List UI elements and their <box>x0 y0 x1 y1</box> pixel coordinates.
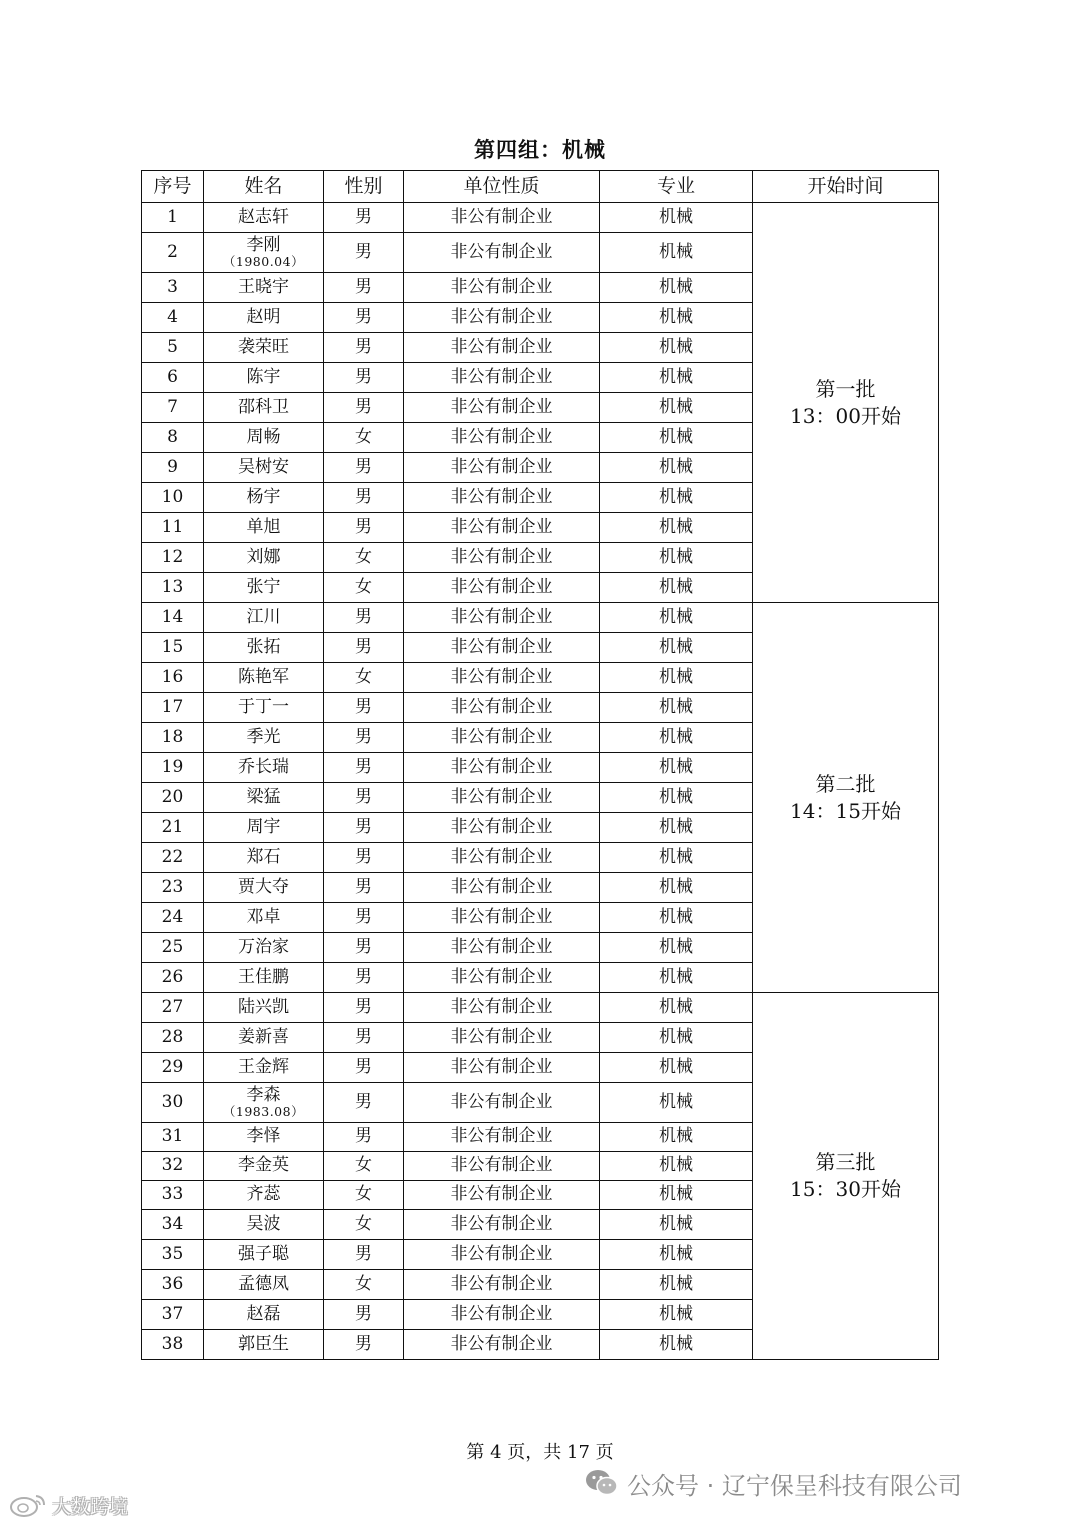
cell-major: 机械 <box>600 393 753 423</box>
cell-major: 机械 <box>600 933 753 963</box>
cell-name <box>204 393 324 423</box>
cell-name <box>204 693 324 723</box>
person-name: 陈宇 <box>246 366 281 387</box>
batch-name: 第一批 <box>815 376 876 401</box>
person-name: 张宁 <box>246 576 281 597</box>
cell-seq: 13 <box>142 573 204 603</box>
person-name: 孟德凤 <box>238 1273 289 1294</box>
person-name: 万治家 <box>238 936 289 957</box>
cell-major: 机械 <box>600 963 753 993</box>
cell-seq: 19 <box>142 753 204 783</box>
cell-major: 机械 <box>600 1300 753 1330</box>
cell-gender: 男 <box>324 1023 404 1053</box>
cell-name <box>204 1053 324 1083</box>
cell-seq: 18 <box>142 723 204 753</box>
cell-unit-type: 非公有制企业 <box>404 1083 600 1123</box>
wechat-account-text: 公众号 · 辽宁保呈科技有限公司 <box>627 1471 962 1500</box>
cell-gender: 男 <box>324 303 404 333</box>
person-name: 赵明 <box>246 306 281 327</box>
cell-gender: 男 <box>324 393 404 423</box>
cell-major: 机械 <box>600 203 753 233</box>
person-name: 单旭 <box>246 516 281 537</box>
cell-gender: 女 <box>324 1270 404 1300</box>
cell-seq: 25 <box>142 933 204 963</box>
cell-unit-type: 非公有制企业 <box>404 933 600 963</box>
cell-name <box>204 1240 324 1270</box>
cell-name <box>204 423 324 453</box>
cell-unit-type: 非公有制企业 <box>404 1210 600 1240</box>
cell-gender: 男 <box>324 813 404 843</box>
cell-unit-type: 非公有制企业 <box>404 543 600 573</box>
cell-unit-type: 非公有制企业 <box>404 1240 600 1270</box>
cell-major: 机械 <box>600 303 753 333</box>
person-name: 李森 <box>246 1084 281 1105</box>
cell-major: 机械 <box>600 753 753 783</box>
cell-unit-type: 非公有制企业 <box>404 233 600 273</box>
cell-major: 机械 <box>600 1152 753 1181</box>
cell-unit-type: 非公有制企业 <box>404 873 600 903</box>
cell-seq: 34 <box>142 1210 204 1240</box>
header-seq: 序号 <box>142 171 204 203</box>
batch-name: 第二批 <box>815 771 876 796</box>
cell-unit-type: 非公有制企业 <box>404 513 600 543</box>
cell-seq: 33 <box>142 1181 204 1210</box>
cell-gender: 男 <box>324 513 404 543</box>
cell-name <box>204 783 324 813</box>
cell-seq: 38 <box>142 1330 204 1360</box>
table-row <box>142 993 939 1023</box>
cell-unit-type: 非公有制企业 <box>404 423 600 453</box>
person-name: 吴树安 <box>238 456 289 477</box>
cell-unit-type: 非公有制企业 <box>404 393 600 423</box>
cell-seq: 31 <box>142 1123 204 1152</box>
header-gender: 性别 <box>324 171 404 203</box>
cell-major: 机械 <box>600 483 753 513</box>
cell-major: 机械 <box>600 1210 753 1240</box>
cell-gender: 男 <box>324 1083 404 1123</box>
birth-date-note: （1980.04） <box>222 254 305 270</box>
cell-major: 机械 <box>600 1123 753 1152</box>
cell-unit-type: 非公有制企业 <box>404 1123 600 1152</box>
cell-name <box>204 333 324 363</box>
cell-gender: 男 <box>324 1123 404 1152</box>
cell-gender: 男 <box>324 363 404 393</box>
cell-seq: 36 <box>142 1270 204 1300</box>
cell-seq: 24 <box>142 903 204 933</box>
cell-gender: 男 <box>324 233 404 273</box>
cell-seq: 3 <box>142 273 204 303</box>
person-name: 齐蕊 <box>246 1184 281 1205</box>
person-name: 梁猛 <box>246 786 281 807</box>
cell-major: 机械 <box>600 723 753 753</box>
cell-gender: 男 <box>324 873 404 903</box>
cell-major: 机械 <box>600 1181 753 1210</box>
cell-gender: 男 <box>324 273 404 303</box>
cell-unit-type: 非公有制企业 <box>404 453 600 483</box>
person-name: 郭臣生 <box>238 1333 289 1354</box>
cell-major: 机械 <box>600 573 753 603</box>
cell-gender: 男 <box>324 903 404 933</box>
cell-name <box>204 273 324 303</box>
cell-gender: 女 <box>324 543 404 573</box>
cell-unit-type: 非公有制企业 <box>404 1330 600 1360</box>
cell-name <box>204 1210 324 1240</box>
cell-seq: 22 <box>142 843 204 873</box>
weibo-account-text: 大数跨境 <box>52 1495 129 1518</box>
person-name: 李金英 <box>238 1155 289 1176</box>
person-name: 贾大夺 <box>238 876 289 897</box>
cell-unit-type: 非公有制企业 <box>404 633 600 663</box>
cell-seq: 12 <box>142 543 204 573</box>
cell-unit-type: 非公有制企业 <box>404 273 600 303</box>
cell-name <box>204 1330 324 1360</box>
cell-gender: 男 <box>324 723 404 753</box>
person-name: 周宇 <box>246 816 281 837</box>
cell-name <box>204 543 324 573</box>
cell-name <box>204 363 324 393</box>
cell-gender: 男 <box>324 933 404 963</box>
cell-seq: 27 <box>142 993 204 1023</box>
cell-gender: 男 <box>324 483 404 513</box>
batch-name: 第三批 <box>815 1150 876 1174</box>
cell-seq: 6 <box>142 363 204 393</box>
cell-name <box>204 483 324 513</box>
person-name: 赵志轩 <box>238 206 289 227</box>
table-row <box>142 603 939 633</box>
cell-name <box>204 573 324 603</box>
cell-unit-type: 非公有制企业 <box>404 963 600 993</box>
cell-unit-type: 非公有制企业 <box>404 1152 600 1181</box>
cell-name <box>204 663 324 693</box>
cell-gender: 男 <box>324 843 404 873</box>
cell-seq: 23 <box>142 873 204 903</box>
cell-seq: 30 <box>142 1083 204 1123</box>
cell-gender: 男 <box>324 1330 404 1360</box>
cell-seq: 8 <box>142 423 204 453</box>
cell-seq: 5 <box>142 333 204 363</box>
cell-major: 机械 <box>600 1270 753 1300</box>
cell-unit-type: 非公有制企业 <box>404 783 600 813</box>
cell-major: 机械 <box>600 843 753 873</box>
cell-unit-type: 非公有制企业 <box>404 573 600 603</box>
cell-unit-type: 非公有制企业 <box>404 993 600 1023</box>
person-name: 李怿 <box>246 1126 281 1147</box>
cell-name <box>204 963 324 993</box>
cell-unit-type: 非公有制企业 <box>404 903 600 933</box>
cell-unit-type: 非公有制企业 <box>404 333 600 363</box>
cell-major: 机械 <box>600 1240 753 1270</box>
cell-unit-type: 非公有制企业 <box>404 1181 600 1210</box>
cell-major: 机械 <box>600 1053 753 1083</box>
person-name: 江川 <box>246 606 281 627</box>
cell-gender: 男 <box>324 453 404 483</box>
person-name: 杨宇 <box>246 486 281 507</box>
cell-name <box>204 603 324 633</box>
cell-name <box>204 753 324 783</box>
cell-gender: 男 <box>324 963 404 993</box>
cell-gender: 男 <box>324 1240 404 1270</box>
cell-name <box>204 1152 324 1181</box>
page-title: 第四组：机械 <box>474 137 606 162</box>
cell-name <box>204 203 324 233</box>
cell-major: 机械 <box>600 513 753 543</box>
cell-major: 机械 <box>600 663 753 693</box>
cell-name <box>204 873 324 903</box>
cell-name <box>204 233 324 273</box>
person-name: 袭荣旺 <box>238 336 289 357</box>
person-name: 王晓宇 <box>238 276 289 297</box>
cell-seq: 4 <box>142 303 204 333</box>
person-name: 姜新喜 <box>238 1026 289 1047</box>
cell-name <box>204 1270 324 1300</box>
wechat-watermark <box>585 1466 962 1500</box>
header-major: 专业 <box>600 171 753 203</box>
cell-gender: 男 <box>324 753 404 783</box>
cell-major: 机械 <box>600 783 753 813</box>
cell-unit-type: 非公有制企业 <box>404 663 600 693</box>
cell-seq: 37 <box>142 1300 204 1330</box>
person-name: 陆兴凯 <box>238 996 289 1017</box>
person-name: 周畅 <box>246 426 281 447</box>
cell-seq: 28 <box>142 1023 204 1053</box>
cell-major: 机械 <box>600 233 753 273</box>
cell-seq: 2 <box>142 233 204 273</box>
cell-name <box>204 1083 324 1123</box>
cell-major: 机械 <box>600 873 753 903</box>
batch-cell <box>753 993 939 1360</box>
person-name: 王佳鹏 <box>238 966 289 987</box>
cell-major: 机械 <box>600 543 753 573</box>
cell-gender: 男 <box>324 333 404 363</box>
cell-name <box>204 303 324 333</box>
cell-unit-type: 非公有制企业 <box>404 723 600 753</box>
weibo-watermark <box>8 1490 128 1520</box>
cell-seq: 32 <box>142 1152 204 1181</box>
cell-major: 机械 <box>600 903 753 933</box>
cell-major: 机械 <box>600 273 753 303</box>
cell-gender: 男 <box>324 783 404 813</box>
cell-seq: 11 <box>142 513 204 543</box>
cell-name <box>204 723 324 753</box>
cell-gender: 女 <box>324 423 404 453</box>
cell-gender: 男 <box>324 1300 404 1330</box>
cell-major: 机械 <box>600 1330 753 1360</box>
cell-major: 机械 <box>600 363 753 393</box>
cell-unit-type: 非公有制企业 <box>404 843 600 873</box>
cell-gender: 女 <box>324 573 404 603</box>
page-footer: 第 4 页，共 17 页 <box>466 1442 614 1463</box>
cell-seq: 16 <box>142 663 204 693</box>
batch-cell <box>753 603 939 993</box>
weibo-icon <box>8 1492 48 1518</box>
person-name: 李刚 <box>246 234 281 255</box>
cell-unit-type: 非公有制企业 <box>404 813 600 843</box>
batch-start-time: 14：15开始 <box>790 798 901 823</box>
cell-seq: 14 <box>142 603 204 633</box>
cell-gender: 女 <box>324 663 404 693</box>
cell-unit-type: 非公有制企业 <box>404 303 600 333</box>
person-name: 乔长瑞 <box>238 756 289 777</box>
cell-gender: 女 <box>324 1152 404 1181</box>
cell-unit-type: 非公有制企业 <box>404 753 600 783</box>
header-start-time: 开始时间 <box>753 171 939 203</box>
cell-unit-type: 非公有制企业 <box>404 483 600 513</box>
cell-major: 机械 <box>600 423 753 453</box>
cell-unit-type: 非公有制企业 <box>404 203 600 233</box>
cell-name <box>204 1123 324 1152</box>
cell-unit-type: 非公有制企业 <box>404 1023 600 1053</box>
cell-seq: 21 <box>142 813 204 843</box>
cell-name <box>204 843 324 873</box>
cell-gender: 男 <box>324 1053 404 1083</box>
batch-cell <box>753 203 939 603</box>
cell-major: 机械 <box>600 1023 753 1053</box>
table-body <box>142 203 939 1360</box>
cell-seq: 17 <box>142 693 204 723</box>
cell-unit-type: 非公有制企业 <box>404 363 600 393</box>
cell-unit-type: 非公有制企业 <box>404 1300 600 1330</box>
roster-table <box>141 170 939 1360</box>
header-unit-type: 单位性质 <box>404 171 600 203</box>
cell-gender: 男 <box>324 203 404 233</box>
cell-seq: 29 <box>142 1053 204 1083</box>
person-name: 季光 <box>246 726 281 747</box>
cell-name <box>204 633 324 663</box>
cell-major: 机械 <box>600 813 753 843</box>
cell-gender: 男 <box>324 993 404 1023</box>
cell-gender: 女 <box>324 1181 404 1210</box>
cell-name <box>204 453 324 483</box>
person-name: 邓卓 <box>246 906 281 927</box>
cell-gender: 女 <box>324 1210 404 1240</box>
cell-seq: 26 <box>142 963 204 993</box>
cell-major: 机械 <box>600 693 753 723</box>
cell-seq: 1 <box>142 203 204 233</box>
header-name: 姓名 <box>204 171 324 203</box>
cell-seq: 7 <box>142 393 204 423</box>
cell-name <box>204 513 324 543</box>
cell-major: 机械 <box>600 633 753 663</box>
cell-seq: 35 <box>142 1240 204 1270</box>
table-header-row <box>142 171 939 203</box>
cell-unit-type: 非公有制企业 <box>404 693 600 723</box>
cell-name <box>204 1023 324 1053</box>
person-name: 陈艳军 <box>238 666 289 687</box>
person-name: 王金辉 <box>238 1056 289 1077</box>
wechat-icon <box>585 1468 619 1498</box>
cell-seq: 9 <box>142 453 204 483</box>
person-name: 张拓 <box>246 636 281 657</box>
batch-start-time: 15：30开始 <box>790 1177 901 1201</box>
cell-major: 机械 <box>600 453 753 483</box>
cell-name <box>204 1300 324 1330</box>
cell-unit-type: 非公有制企业 <box>404 603 600 633</box>
person-name: 邵科卫 <box>238 396 289 417</box>
cell-name <box>204 993 324 1023</box>
cell-major: 机械 <box>600 603 753 633</box>
person-name: 郑石 <box>246 846 281 867</box>
cell-name <box>204 903 324 933</box>
cell-major: 机械 <box>600 1083 753 1123</box>
cell-gender: 男 <box>324 603 404 633</box>
person-name: 赵磊 <box>246 1303 281 1324</box>
cell-gender: 男 <box>324 633 404 663</box>
cell-seq: 20 <box>142 783 204 813</box>
cell-unit-type: 非公有制企业 <box>404 1270 600 1300</box>
person-name: 吴波 <box>246 1213 281 1234</box>
birth-date-note: （1983.08） <box>222 1104 305 1120</box>
cell-name <box>204 933 324 963</box>
cell-gender: 男 <box>324 693 404 723</box>
person-name: 于丁一 <box>238 696 289 717</box>
cell-name <box>204 1181 324 1210</box>
table-row <box>142 203 939 233</box>
person-name: 刘娜 <box>246 546 281 567</box>
cell-major: 机械 <box>600 333 753 363</box>
cell-seq: 10 <box>142 483 204 513</box>
cell-name <box>204 813 324 843</box>
batch-start-time: 13：00开始 <box>790 403 901 428</box>
cell-unit-type: 非公有制企业 <box>404 1053 600 1083</box>
cell-seq: 15 <box>142 633 204 663</box>
person-name: 强子聪 <box>238 1243 289 1264</box>
cell-major: 机械 <box>600 993 753 1023</box>
